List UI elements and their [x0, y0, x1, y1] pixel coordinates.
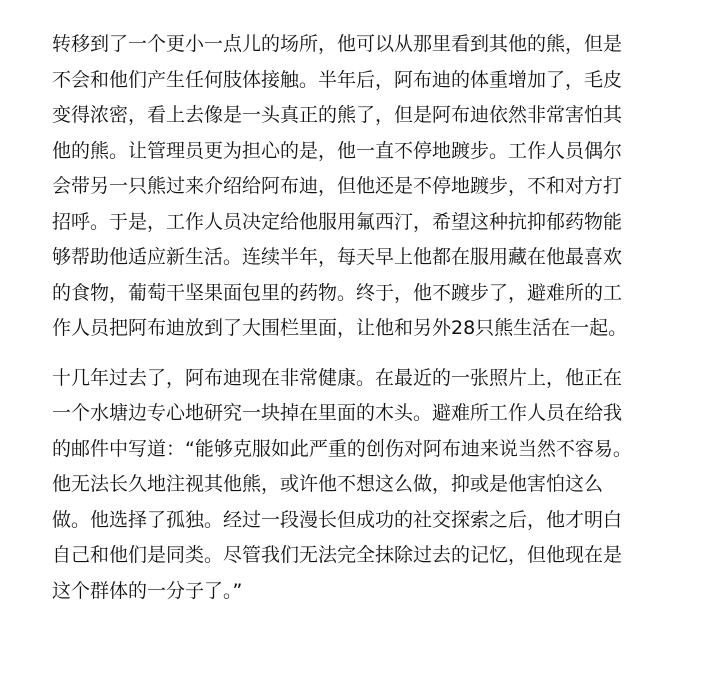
text-line: 转移到了一个更小一点儿的场所，他可以从那里看到其他的熊，但是 — [52, 33, 623, 55]
text-line: 不会和他们产生任何肢体接触。半年后，阿布迪的体重增加了，毛皮 — [52, 68, 623, 91]
text-line: 他的熊。让管理员更为担心的是，他一直不停地踱步。工作人员偶尔 — [52, 139, 623, 162]
paragraph-spacer — [52, 347, 662, 361]
paragraph-1 — [52, 27, 662, 347]
text-line: 变得浓密，看上去像是一头真正的熊了，但是阿布迪依然非常害怕其 — [52, 104, 623, 126]
text-line: 作人员把阿布迪放到了大围栏里面，让他和另外28只熊生活在一起。 — [52, 317, 628, 339]
text-line: 的食物，葡萄干坚果面包里的药物。终于，他不踱步了，避难所的工 — [52, 281, 623, 304]
text-line: 自己和他们是同类。尽管我们无法完全抹除过去的记忆，但他现在是 — [52, 544, 623, 566]
text-line: 做。他选择了孤独。经过一段漫长但成功的社交探索之后，他才明白 — [52, 508, 623, 531]
text-line: 一个水塘边专心地研究一块掉在里面的木头。避难所工作人员在给我 — [52, 402, 623, 424]
text-line: 这个群体的一分子了。” — [52, 579, 243, 602]
text-line: 会带另一只熊过来介绍给阿布迪，但他还是不停地踱步，不和对方打 — [52, 175, 623, 197]
text-line: 他无法长久地注视其他熊，或许他不想这么做，抑或是他害怕这么 — [52, 473, 604, 495]
paragraph-2 — [52, 361, 662, 610]
text-line: 的邮件中写道：“能够克服如此严重的创伤对阿布迪来说当然不容易。 — [52, 437, 632, 460]
text-line: 够帮助他适应新生活。连续半年，每天早上他都在服用藏在他最喜欢 — [52, 246, 623, 268]
document-body — [52, 27, 662, 609]
text-line: 招呼。于是，工作人员决定给他服用氟西汀，希望这种抗抑郁药物能 — [52, 210, 623, 233]
text-line: 十几年过去了，阿布迪现在非常健康。在最近的一张照片上，他正在 — [52, 366, 623, 389]
